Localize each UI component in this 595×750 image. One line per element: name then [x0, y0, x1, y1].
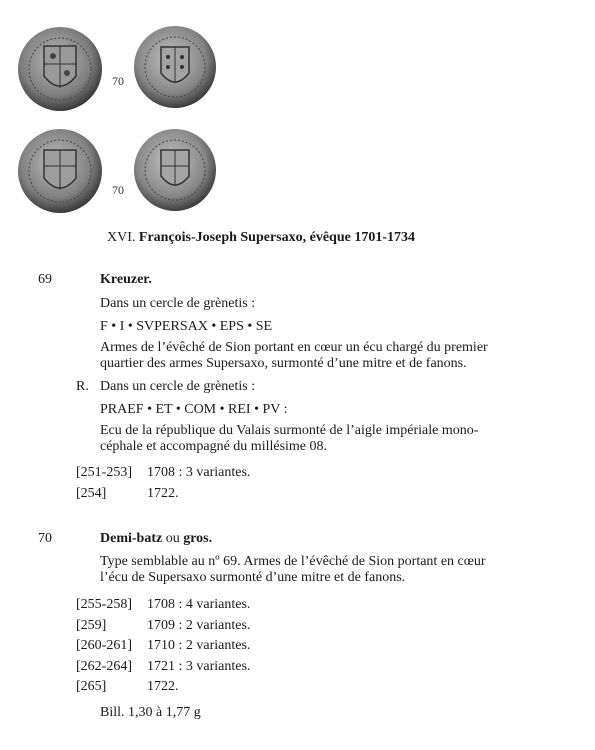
- coin-70-obverse-image: [17, 128, 103, 214]
- entry-69-number: 69: [38, 272, 52, 287]
- entry-70-variant-ref: [255-258]: [76, 597, 132, 612]
- entry-69-reverse-marker: R.: [76, 379, 89, 394]
- entry-70-desc-2: l’écu de Supersaxo surmonté d’une mitre et de fanons.: [100, 570, 406, 585]
- entry-69-reverse-intro: Dans un cercle de grènetis :: [100, 379, 256, 394]
- entry-69-obverse-intro: Dans un cercle de grènetis :: [100, 296, 256, 311]
- entry-69-heading: Kreuzer.: [100, 272, 152, 287]
- entry-70-number: 70: [38, 531, 52, 546]
- entry-70-variant-desc: 1708 : 4 variantes.: [147, 597, 251, 612]
- entry-70-variant-desc: 1721 : 3 variantes.: [147, 659, 251, 674]
- entry-70-heading-bold: Demi-batz: [100, 531, 163, 546]
- entry-70-variant-ref: [260-261]: [76, 638, 132, 653]
- coin-70-reverse-image: [133, 128, 217, 212]
- entry-70-variant-ref: [259]: [76, 618, 107, 633]
- entry-69-reverse-desc-1: Ecu de la république du Valais surmonté de l’aigle impériale mono-: [100, 423, 479, 438]
- entry-70-metal-weight: Bill. 1,30 à 1,77 g: [100, 705, 201, 720]
- entry-70-variant-ref: [265]: [76, 679, 107, 694]
- entry-69-variant-desc: 1722.: [147, 486, 179, 501]
- coin-69-obverse-image: [17, 26, 103, 112]
- entry-70-variant-desc: 1710 : 2 variantes.: [147, 638, 251, 653]
- coin-69-reverse-image: [133, 25, 217, 109]
- plate-label-row1: 70: [112, 74, 124, 88]
- plate-label-row2: 70: [112, 183, 124, 197]
- entry-70-variant-desc: 1709 : 2 variantes.: [147, 618, 251, 633]
- entry-70-variant-desc: 1722.: [147, 679, 179, 694]
- entry-69-obverse-desc-1: Armes de l’évêché de Sion portant en cœur un écu chargé du premier: [100, 340, 488, 355]
- entry-70-heading: [100, 531, 212, 547]
- entry-70-heading-conj: ou: [162, 531, 184, 546]
- entry-70-variant-ref: [262-264]: [76, 659, 132, 674]
- entry-69-obverse-desc-2: quartier des armes Supersaxo, surmonté d’une mitre et de fanons.: [100, 356, 467, 371]
- entry-69-reverse-desc-2: céphale et accompagné du millésime 08.: [100, 439, 328, 454]
- entry-69-variant-desc: 1708 : 3 variantes.: [147, 465, 251, 480]
- entry-70-heading-bold-2: gros.: [183, 531, 213, 546]
- entry-69-obverse-legend: F • I • SVPERSAX • EPS • SE: [100, 319, 273, 334]
- section-roman: XVI.: [107, 230, 136, 245]
- entry-69-reverse-legend: PRAEF • ET • COM • REI • PV :: [100, 402, 288, 417]
- section-title: [107, 230, 415, 246]
- entry-69-variant-ref: [251-253]: [76, 465, 132, 480]
- entry-70-desc-1: Type semblable au nº 69. Armes de l’évêché de Sion portant en cœur: [100, 554, 486, 569]
- section-heading: François-Joseph Supersaxo, évêque 1701-1734: [138, 230, 416, 245]
- entry-69-variant-ref: [254]: [76, 486, 107, 501]
